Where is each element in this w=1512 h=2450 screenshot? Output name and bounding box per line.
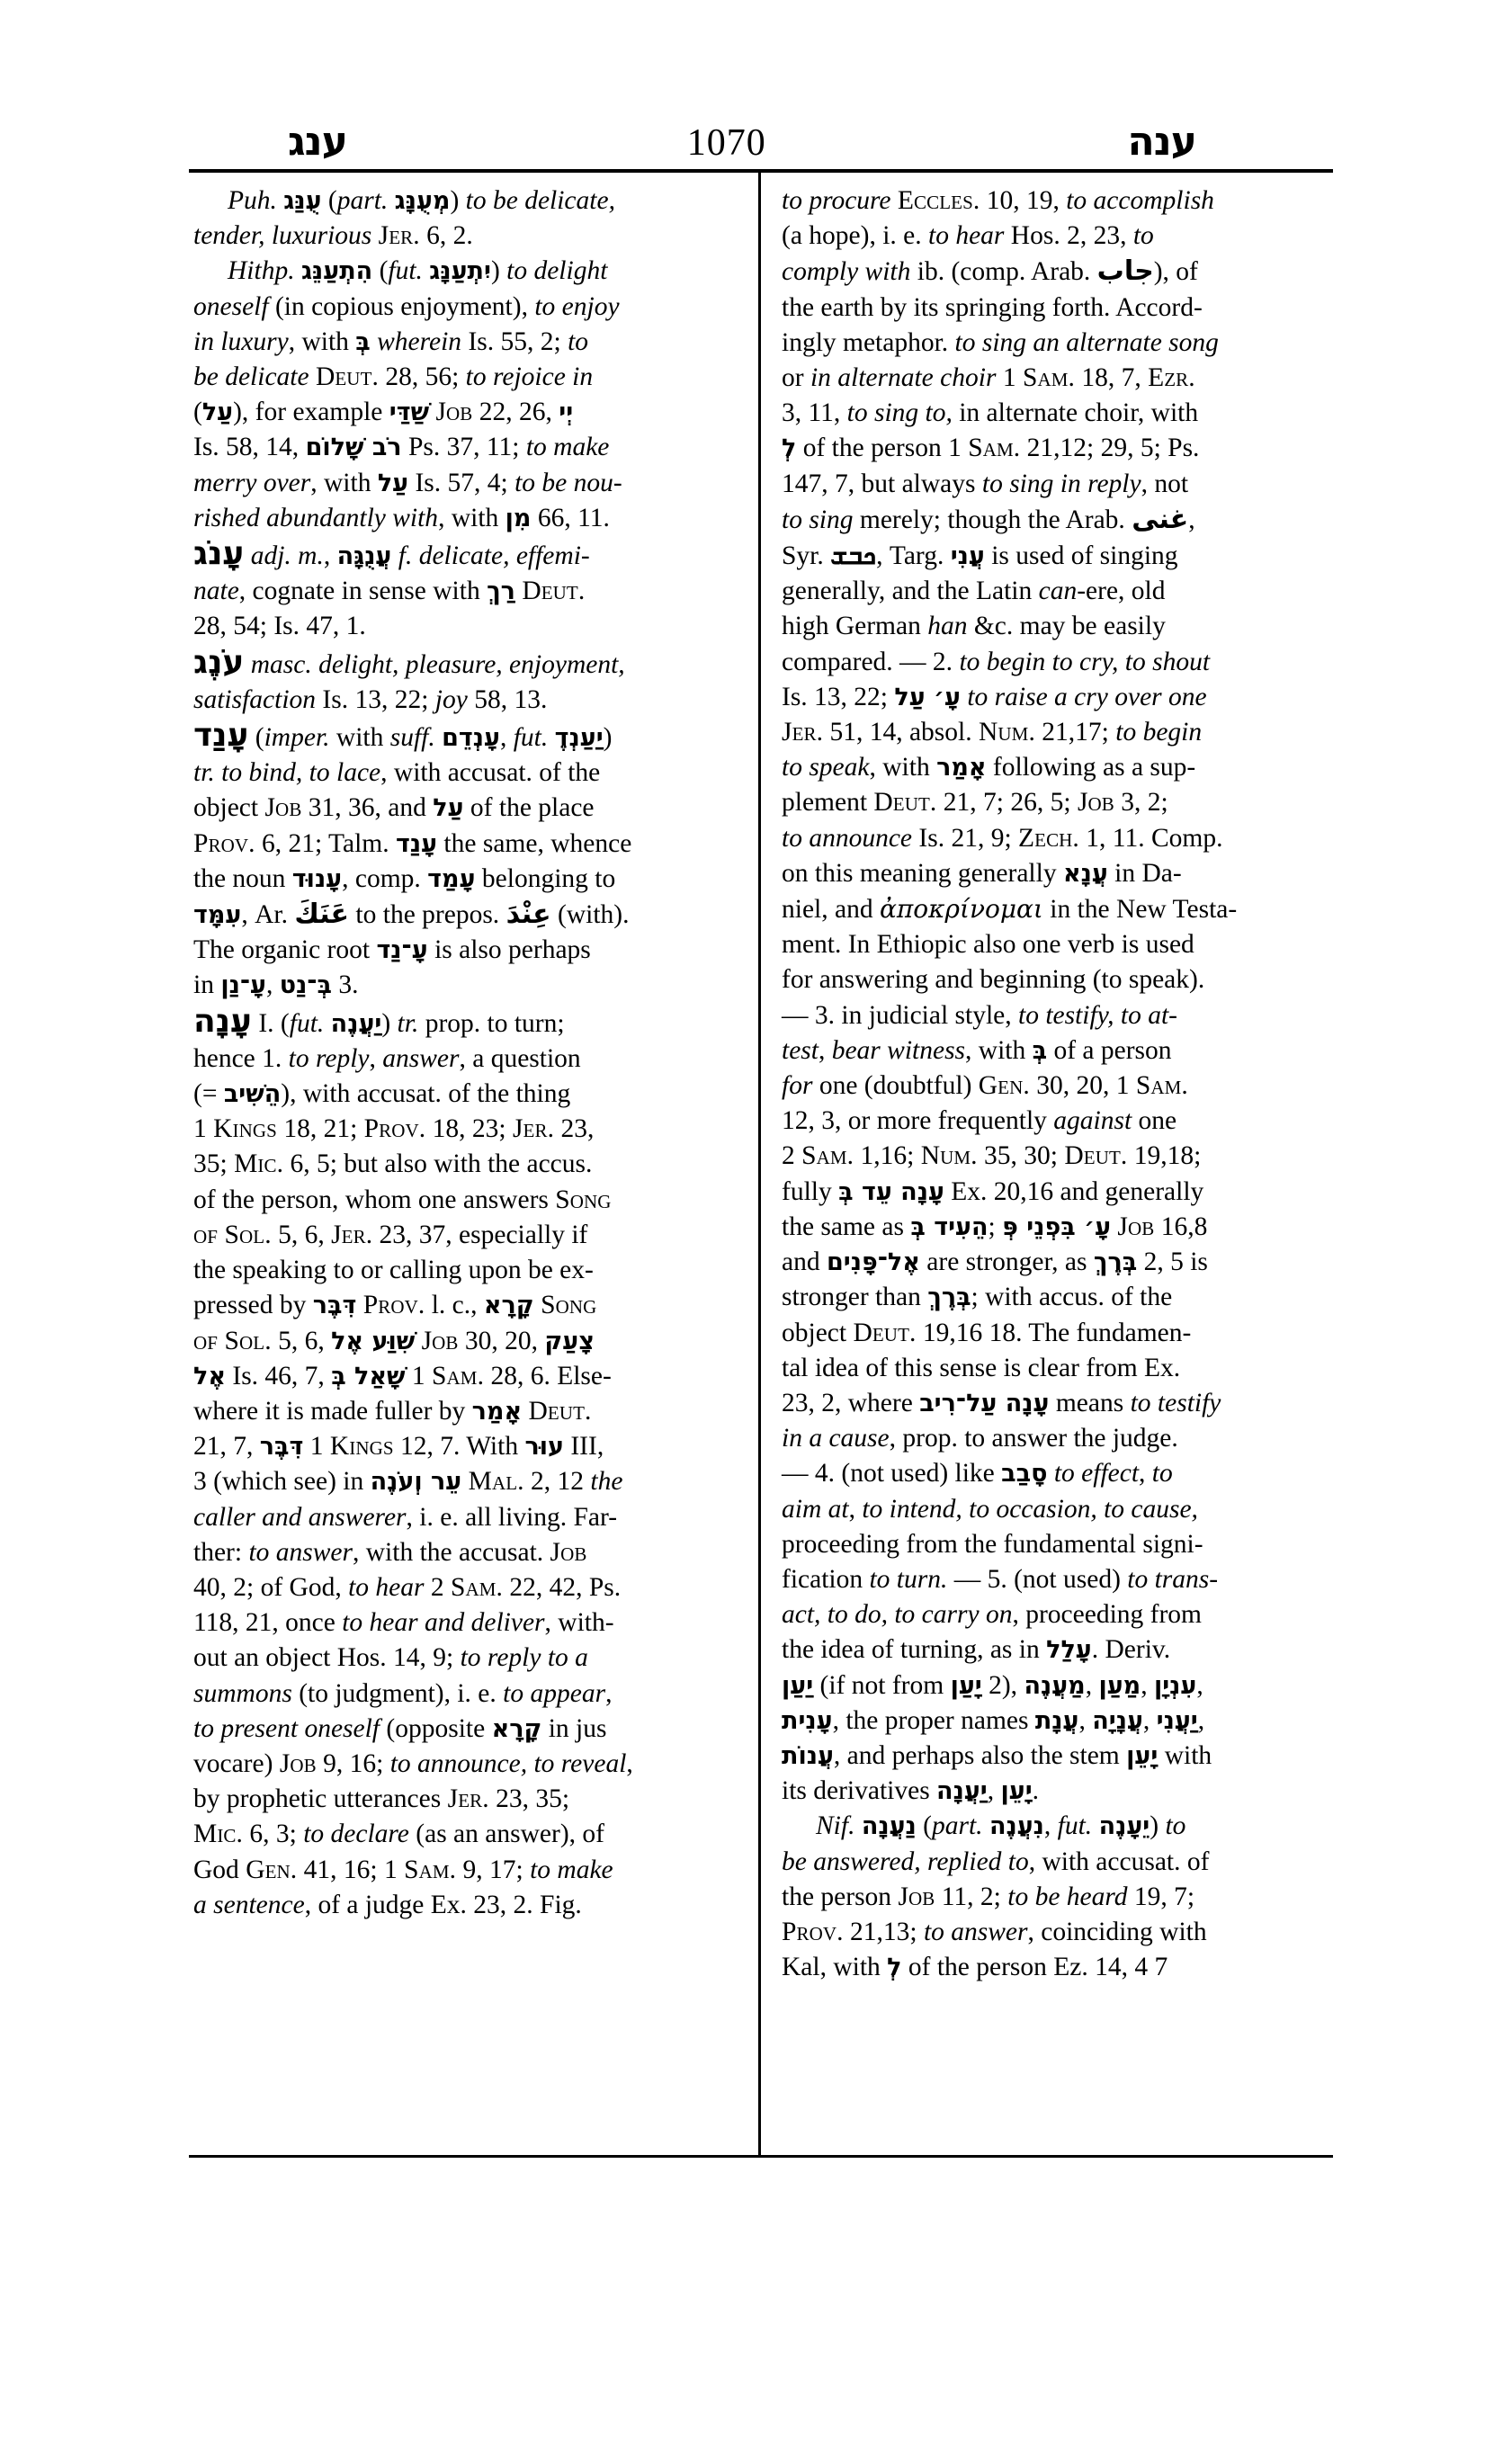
- entry-oneg-noun: עֹנֶג masc. delight, pleasure, enjoyment, satisfaction Is. 13, 22; joy 58, 13.: [193, 643, 625, 714]
- entry-anog-adj: עָנֹג adj. m., עֲנֻגָּה f. delicate, effemi- nate, cognate in sense with רַךְ Deut. 28, 54; Is. 47, 1.: [193, 535, 590, 641]
- entry-anah-1: עָנָה I. (fut. יַעֲנֶה) tr. prop. to turn; hence 1. to reply, answer, a question (= הֵשִׁיב), with accusat. of the thing 1 Kings 18, 21; Prov. 18, 23; Jer. 23, 35; Mic. 6, 5; but also with the accus. of the person, whom one answers Song of Sol. 5, 6, Jer. 23, 37, especially if the speaking to or calling upon be ex- pressed by דִּבֶּר Prov. l. c., קָרָא Song of Sol. 5, 6, שִׁוַּע אֶל Job 30, 20, צָעַק אֶל Is. 46, 7, שָׁאַל בְּ 1 Sam. 28, 6. Else- where it is made fuller by אָמַר Deut. 21, 7, דִּבֶּר 1 Kings 12, 7. With עוּר III, 3 (which see) in עֵר וְעֹנֶה Mal. 2, 12 the caller and answerer, i. e. all living. Far- ther: to answer, with the accusat. Job 40, 2; of God, to hear 2 Sam. 22, 42, Ps. 118, 21, once to hear and deliver, with- out an object Hos. 14, 9; to reply to a summons (to judgment), i. e. to appear, to present oneself (opposite קָרָא in jus vocare) Job 9, 16; to announce, to reveal, by prophetic utterances Jer. 23, 35; Mic. 6, 3; to declare (as an answer), of God Gen. 41, 16; 1 Sam. 9, 17; to make a sentence, of a judge Ex. 23, 2. Fig.: [193, 1002, 633, 1919]
- header-rule: [189, 169, 1333, 173]
- entry-anad: עָנַד (imper. with suff. עָנְדֵם, fut. יַעַנְדֶ) tr. to bind, to lace, with accusat. of the object Job 31, 36, and עַל of the place Prov. 6, 21; Talm. עָנַד the same, whence the noun עָנוּד, comp. עָמַד belonging to עִמָּד, Ar. عَنَكَ to the prepos. عِنْدَ (with). The organic root עָ־נַד is also perhaps in עָ־נַן, בְּ־נַט 3.: [193, 717, 632, 1000]
- entry-puh: Puh. עֻנַּג (part. מְעֻנָּג) to be delicate, tender, luxurious Jer. 6, 2.: [193, 186, 615, 251]
- entry-hithp: Hithp. הִתְעַנֵּג (fut. יִתְעַנָּג) to delight oneself (in copious enjoyment), to enjoy in luxury, with בְּ wherein Is. 55, 2; to be delicate Deut. 28, 56; to rejoice in (עַל), for example שַׁדַּי Job 22, 26, יְי Is. 58, 14, רֹב שָׁלוֹם Ps. 37, 11; to make merry over, with עַל Is. 57, 4; to be nou- rished abundantly with, with מִן 66, 11.: [193, 256, 622, 532]
- entry-nif: Nif. נַעֲנָה (part. נִעֲנֶה, fut. יֵעָנֶה) to be answered, replied to, with accusat. of the person Job 11, 2; to be heard 19, 7; Prov. 21,13; to answer, coinciding with Kal, with לְ of the person Ez. 14, 4 7: [782, 1811, 1210, 1982]
- left-column: [193, 183, 730, 1923]
- page-number: 1070: [686, 122, 766, 164]
- running-head-right-headword: ענה: [1127, 119, 1196, 165]
- column-divider-rule: [758, 173, 761, 2157]
- footer-rule: [189, 2155, 1333, 2158]
- entry-anah-1-continued: to procure Eccles. 10, 19, to accomplish (a hope), i. e. to hear Hos. 2, 23, to comply with ib. (comp. Arab. جاب), of the earth by its springing forth. Accord- ingly metaphor. to sing an alternate song or in alternate choir 1 Sam. 18, 7, Ezr. 3, 11, to sing to, in alternate choir, with לְ of the person 1 Sam. 21,12; 29, 5; Ps. 147, 7, but always to sing in reply, not to sing merely; though the Arab. غنى, Syr. ܟܒܫ, Targ. עֲנִי is used of singing generally, and the Latin can-ere, old high German han &c. may be easily compared. — 2. to begin to cry, to shout Is. 13, 22; עָ׳ עַל to raise a cry over one Jer. 51, 14, absol. Num. 21,17; to begin to speak, with אָמַר following as a sup- plement Deut. 21, 7; 26, 5; Job 3, 2; to announce Is. 21, 9; Zech. 1, 11. Comp. on this meaning generally עֲנָא in Da- niel, and ἀποκρίνομαι in the New Testa- ment. In Ethiopic also one verb is used for answering and beginning (to speak). — 3. in judicial style, to testify, to at- test, bear witness, with בְּ of a person for one (doubtful) Gen. 30, 20, 1 Sam. 12, 3, or more frequently against one 2 Sam. 1,16; Num. 35, 30; Deut. 19,18; fully עָנָה עֵד בְּ Ex. 20,16 and generally the same as הֵעִיד בְּ; עָ׳ בִּפְנֵי פְּ Job 16,8 and אֶל־פָּנִים are stronger, as בְּרֶךְ 2, 5 is stronger than בְּרֶךְ; with accus. of the object Deut. 19,16 18. The fundamen- tal idea of this sense is clear from Ex. 23, 2, where עָנָה עַל־רִיב means to testify in a cause, prop. to answer the judge. — 4. (not used) like סָבַב to effect, to aim at, to intend, to occasion, to cause, proceeding from the fundamental signi- fication to turn. — 5. (not used) to trans- act, to do, to carry on, proceeding from the idea of turning, as in עָלַל. Deriv. יַעַן (if not from יָעַן 2), מַעֲנֶה, מַעַן, עִנְיָן, עָנִית, the proper names עֲנָת, עֲנָיָה, יַעֲנִי, עֲנוֹת, and perhaps also the stem יָעֵן with its derivatives יַעֲנָה, יָעֵן.: [782, 186, 1238, 1806]
- running-head: [189, 97, 1331, 165]
- right-column: [782, 183, 1319, 1985]
- running-head-left-headword: ענג: [288, 119, 347, 165]
